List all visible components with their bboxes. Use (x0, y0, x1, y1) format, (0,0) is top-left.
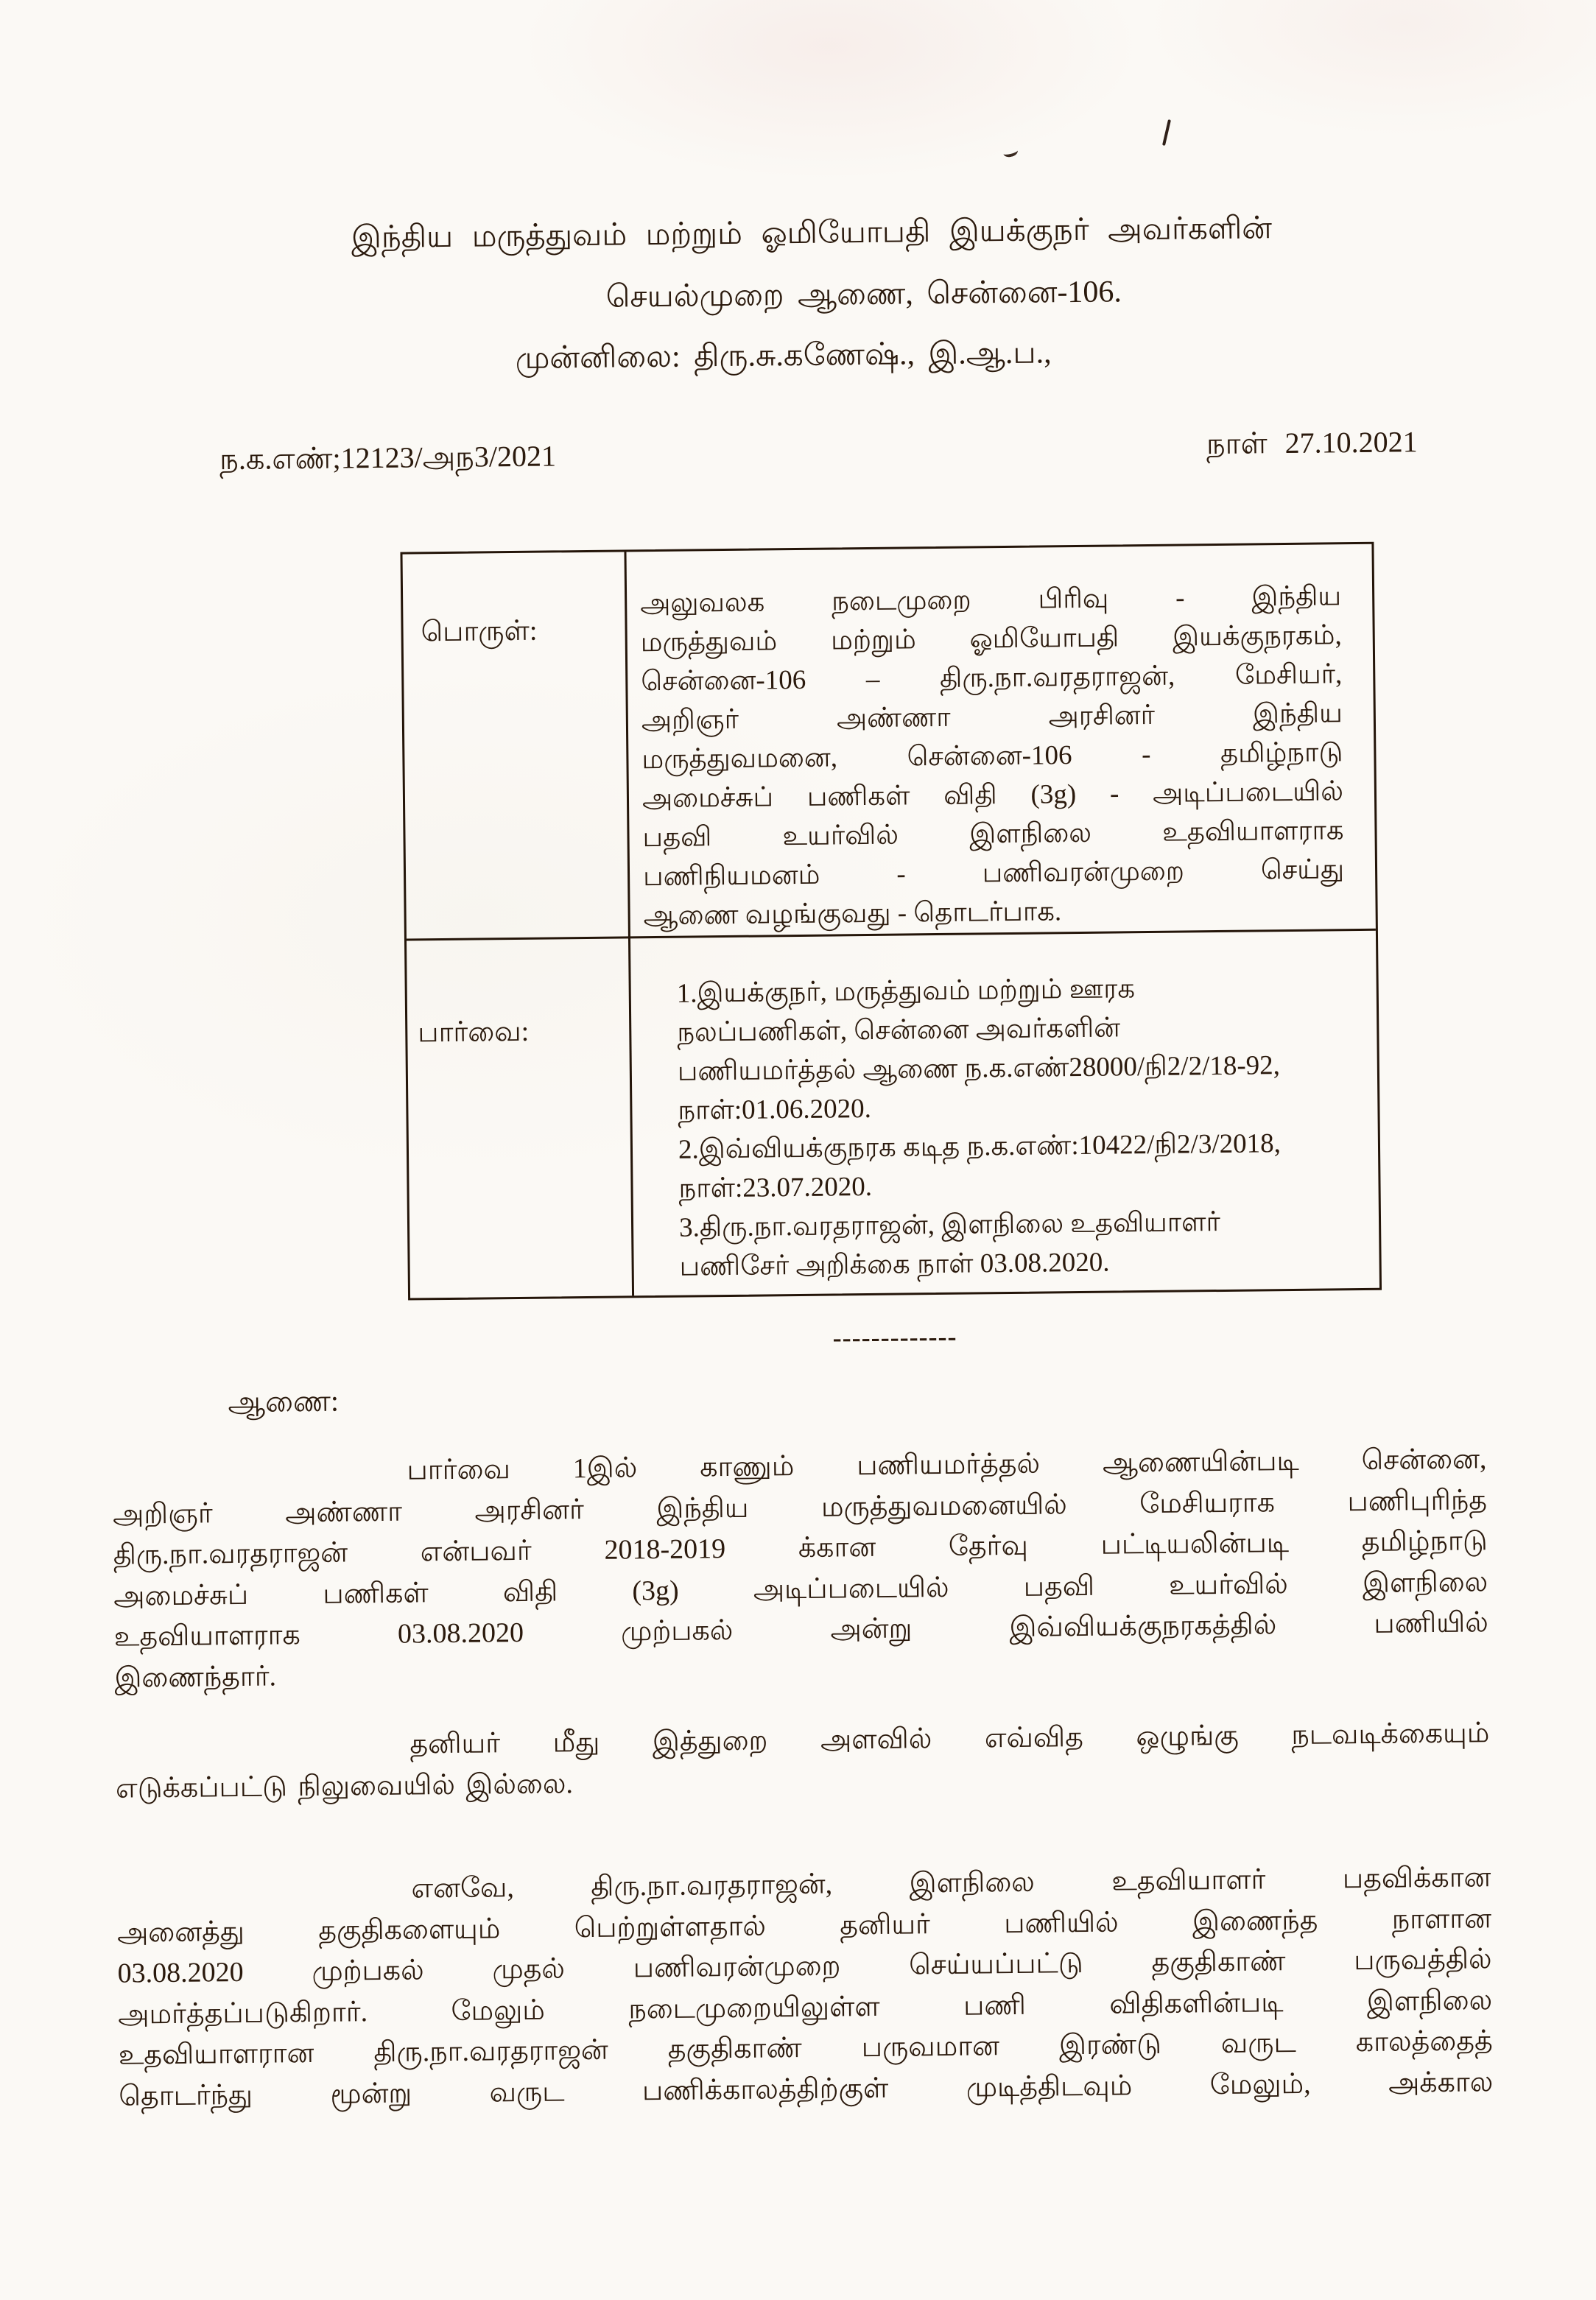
paragraph-line: உதவியாளராக 03.08.2020 முற்பகல் அன்று இவ்வியக்குநரகத்தில் பணியில் (113, 1607, 1488, 1653)
subject-line: பணிநியமனம் - பணிவரன்முறை செய்து (642, 854, 1345, 893)
subject-line: அமைச்சுப் பணிகள் விதி (3g) - அடிப்படையில் (641, 776, 1344, 815)
section-separator-dashes: ------------- (832, 1321, 957, 1353)
reference-item (650, 967, 1358, 1130)
subject-cell (640, 577, 1345, 935)
subject-reference-table (400, 542, 1382, 1301)
paragraph-line: உதவியாளரான திரு.நா.வரதராஜன் தகுதிகாண் பருவமான இரண்டு வருட காலத்தைத் (118, 2025, 1493, 2071)
subject-line: மருத்துவம் மற்றும் ஓமியோபதி இயக்குநரகம், (640, 620, 1342, 658)
paragraph-line: அமைச்சுப் பணிகள் விதி (3g) அடிப்படையில் பதவி உயர்வில் இளநிலை (113, 1566, 1488, 1612)
reference-number: ந.க.எண்;12123/அந3/2021 (219, 439, 557, 476)
paragraph-line: தனியர் மீது இத்துறை அளவில் எவ்வித ஒழுங்கு நடவடிக்கையும் (409, 1717, 1490, 1760)
paragraph-line: 03.08.2020 முற்பகல் முதல் பணிவரன்முறை செய்யப்பட்டு தகுதிகாண் பருவத்தில் (117, 1944, 1492, 1989)
reference-cell (650, 967, 1360, 1287)
document-date: நாள் 27.10.2021 (1206, 425, 1418, 461)
paragraph-line: பார்வை 1இல் காணும் பணியமர்த்தல் ஆணையின்படி சென்னை, (407, 1443, 1487, 1486)
order-paragraph-3 (116, 1857, 1493, 2117)
reference-line: நலப்பணிகள், சென்னை அவர்களின் (677, 1013, 1121, 1048)
reference-item (653, 1201, 1360, 1287)
order-paragraph-2 (115, 1713, 1490, 1810)
paragraph-line: இணைந்தார். (114, 1660, 277, 1694)
document-title-line1: இந்திய மருத்துவம் மற்றும் ஓமியோபதி இயக்குநர் அவர்களின் (351, 211, 1273, 256)
order-heading: ஆணை: (228, 1384, 340, 1419)
paragraph-line: திரு.நா.வரதராஜன் என்பவர் 2018-2019 க்கான தேர்வு பட்டியலின்படி தமிழ்நாடு (113, 1525, 1488, 1571)
reference-line: 3.திரு.நா.வரதராஜன், இளநிலை உதவியாளர் (678, 1207, 1221, 1243)
subject-line: பதவி உயர்வில் இளநிலை உதவியாளராக (642, 815, 1344, 854)
paragraph-line: எடுக்கப்பட்டு நிலுவையில் இல்லை. (115, 1768, 574, 1804)
subject-line: அலுவலக நடைமுறை பிரிவு - இந்திய (640, 581, 1342, 619)
reference-line: 2.இவ்வியக்குநரக கடித ந.க.எண்:10422/நி2/3/2018, (678, 1128, 1282, 1165)
subject-line: அறிஞர் அண்ணா அரசினர் இந்திய (641, 698, 1343, 736)
paragraph-line: அனைத்து தகுதிகளையும் பெற்றுள்ளதால் தனியர் பணியில் இணைந்த நாளான (116, 1902, 1492, 1949)
table-vertical-divider (624, 552, 634, 1295)
reference-line: பணியமர்த்தல் ஆணை ந.க.எண்28000/நி2/2/18-92, (677, 1050, 1281, 1087)
order-paragraph-1 (112, 1439, 1488, 1699)
subject-line: மருத்துவமனை, சென்னை-106 - தமிழ்நாடு (641, 737, 1343, 776)
paragraph-line: எனவே, திரு.நா.வரதராஜன், இளநிலை உதவியாளர் பதவிக்கான (411, 1862, 1491, 1905)
paragraph-line: அறிஞர் அண்ணா அரசினர் இந்திய மருத்துவமனையில் மேசியராக பணிபுரிந்த (112, 1484, 1488, 1530)
reference-line: நாள்:01.06.2020. (678, 1093, 872, 1126)
document-presence-line: முன்னிலை: திரு.சு.கணேஷ்., இ.ஆ.ப., (515, 336, 1052, 376)
reference-line: பணிசேர் அறிக்கை நாள் 03.08.2020. (679, 1247, 1110, 1282)
subject-line: ஆணை வழங்குவது - தொடர்பாக. (643, 896, 1062, 932)
paragraph-line: அமர்த்தப்படுகிறார். மேலும் நடைமுறையிலுள்ள பணி விதிகளின்படி இளநிலை (118, 1984, 1493, 2030)
paragraph-line: தொடர்ந்து மூன்று வருட பணிக்காலத்திற்குள் முடித்திடவும் மேலும், அக்கால (119, 2066, 1494, 2112)
reference-item (652, 1123, 1360, 1209)
document-title-line2: செயல்முறை ஆணை, சென்னை-106. (605, 275, 1122, 314)
subject-line: சென்னை-106 – திரு.நா.வரதராஜன், மேசியர், (641, 659, 1343, 697)
reference-line: 1.இயக்குநர், மருத்துவம் மற்றும் ஊரக (676, 974, 1136, 1009)
reference-line: நாள்:23.07.2020. (678, 1171, 873, 1204)
subject-label: பொருள்: (421, 615, 538, 648)
reference-label: பார்வை: (418, 1016, 530, 1049)
